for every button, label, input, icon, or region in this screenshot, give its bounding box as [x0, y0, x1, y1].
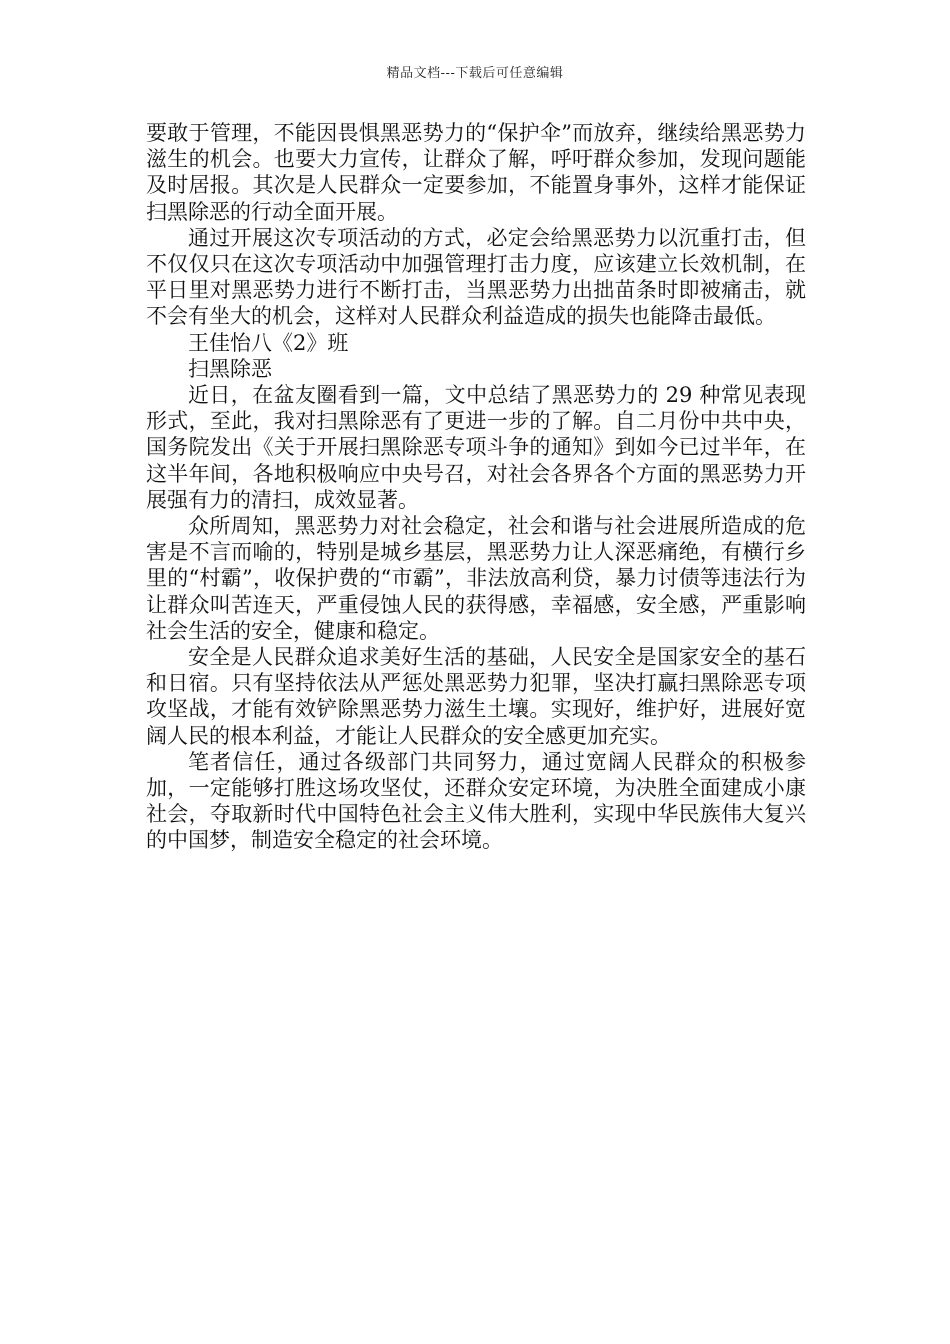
author-line: 王佳怡八《2》班 [188, 330, 349, 355]
paragraph-conclusion: 笔者信任，通过各级部门共同努力，通过宽阔人民群众的积极参加，一定能够打胜这场攻坚仗，还群众安定环境，为决胜全面建成小康社会，夺取新时代中国特色社会主义伟大胜利，实现中华民族伟大复兴的中国梦，制造安全稳定的社会环境。 [146, 749, 806, 853]
paragraph-continuation: 要敢于管理，不能因畏惧黑恶势力的“保护伞”而放弃，继续给黑恶势力滋生的机会。也要大力宣传，让群众了解，呼吁群众参加，发现问题能及时居报。其次是人民群众一定要参加，不能置身事外，这样才能保证扫黑除恶的行动全面开展。 [146, 121, 806, 224]
paragraph-safety: 安全是人民群众追求美好生活的基础，人民安全是国家安全的基石和日宿。只有坚持依法从严惩处黑恶势力犯罪，坚决打赢扫黑除恶专项攻坚战，才能有效铲除黑恶势力滋生土壤。实现好，维护好，进展好宽阔人民的根本利益，才能让人民群众的安全感更加充实。 [146, 645, 806, 748]
paragraph-special-campaign: 通过开展这次专项活动的方式，必定会给黑恶势力以沉重打击，但不仅仅只在这次专项活动中加强管理打击力度，应该建立长效机制，在平日里对黑恶势力进行不断打击，当黑恶势力出拙苗条时即被痛击，就不会有坐大的机会，这样对人民群众利益造成的损失也能降击最低。 [146, 225, 806, 329]
document-body [146, 120, 806, 854]
essay-title: 扫黑除恶 [188, 356, 272, 381]
paragraph-harm: 众所周知，黑恶势力对社会稳定，社会和谐与社会进展所造成的危害是不言而喻的，特别是城乡基层，黑恶势力让人深恶痛绝，有横行乡里的“村霸”，收保护费的“市霸”，非法放高利贷，暴力讨债等违法行为让群众叫苦连天，严重侵蚀人民的获得感，幸福感，安全感，严重影响社会生活的安全，健康和稳定。 [146, 514, 806, 643]
page-header: 精品文档---下载后可任意编辑 [386, 66, 564, 81]
paragraph-intro: 近日，在盆友圈看到一篇，文中总结了黑恶势力的 29 种常见表现形式，至此，我对扫黑除恶有了更进一步的了解。自二月份中共中央，国务院发出《关于开展扫黑除恶专项斗争的通知》到如今已过半年，在这半年间，各地积极响应中央号召，对社会各界各个方面的黑恶势力开展强有力的清扫，成效显著。 [146, 383, 806, 512]
